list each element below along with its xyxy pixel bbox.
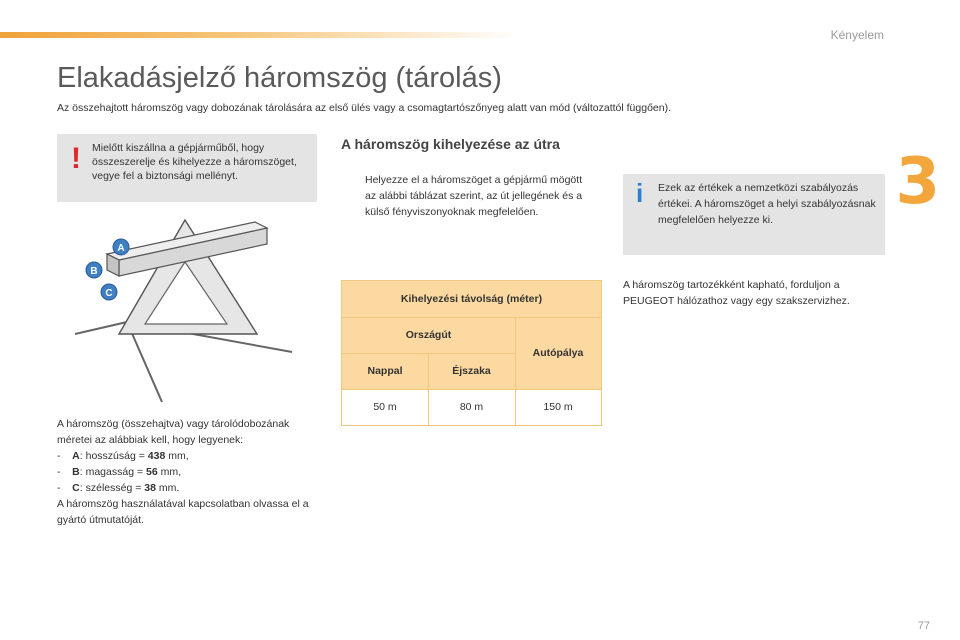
label-a-text: A xyxy=(117,243,125,254)
dimensions-outro: A háromszög használatával kapcsolatban olvassa el a gyártó útmutatóját. xyxy=(57,498,309,526)
dimension-item-c: - C: szélesség = 38 mm. xyxy=(57,482,180,494)
table-title: Kihelyezési távolság (méter) xyxy=(342,281,601,317)
info-box xyxy=(623,174,885,255)
table-cell-day: 50 m xyxy=(373,401,397,413)
placement-bullet-text: Helyezze el a háromszöget a gépjármű mögött az alábbi táblázat szerint, az út jellegének és a külső fényviszonyoknak megfelelően. xyxy=(365,174,583,218)
dimension-label-c xyxy=(101,284,117,300)
table-divider xyxy=(515,317,516,425)
distance-table xyxy=(341,280,602,426)
warning-text: Mielőtt kiszállna a gépjárműből, hogy összeszerelje és kihelyezze a háromszöget, vegye fel a biztonsági mellényt. xyxy=(92,142,297,182)
warning-box xyxy=(57,134,317,202)
stand-leg xyxy=(75,322,127,334)
label-b-text: B xyxy=(90,266,98,277)
section-label: Kényelem xyxy=(830,28,884,42)
intro-text: Az összehajtott háromszög vagy dobozának tárolására az első ülés vagy a csomagtartószőnyeg alatt van mód (változattól függően). xyxy=(57,102,672,114)
placement-title: A háromszög kihelyezése az útra xyxy=(341,136,560,152)
table-header-night: Éjszaka xyxy=(428,353,515,389)
table-cell-motorway: 150 m xyxy=(543,401,573,413)
table-header-country-road: Országút xyxy=(342,317,515,353)
table-cell-night: 80 m xyxy=(459,401,484,413)
label-c-text: C xyxy=(105,288,113,299)
triangle-illustration xyxy=(67,212,317,410)
dimension-label-a xyxy=(113,239,129,255)
dimension-item-a: - A: hosszúság = 438 mm, xyxy=(57,450,189,462)
exclamation-icon: ! xyxy=(71,142,81,175)
table-header-motorway: Autópálya xyxy=(515,317,601,389)
info-text: Ezek az értékek a nemzetközi szabályozás értékei. A háromszöget a helyi szabályozásnak megfelelően helyezze ki. xyxy=(658,182,876,226)
table-divider xyxy=(342,389,601,390)
dimension-item-b: - B: magasság = 56 mm, xyxy=(57,466,182,478)
dimensions-intro: A háromszög (összehajtva) vagy tárolódobozának méretei az alábbiak kell, hogy legyenek: xyxy=(57,418,290,446)
chapter-number: 3 xyxy=(895,145,940,219)
accessory-text: A háromszög tartozékként kapható, forduljon a PEUGEOT hálózathoz vagy egy szakszervizhez. xyxy=(623,279,850,307)
info-icon: i xyxy=(636,178,644,208)
page-title: Elakadásjelző háromszög (tárolás) xyxy=(57,62,502,94)
page-number: 77 xyxy=(917,620,930,632)
table-divider xyxy=(342,317,601,318)
header-accent-bar xyxy=(0,32,520,38)
dimensions-text xyxy=(57,416,322,528)
table-divider xyxy=(428,353,429,425)
table-header-day: Nappal xyxy=(342,353,428,389)
dimension-label-b xyxy=(86,262,102,278)
